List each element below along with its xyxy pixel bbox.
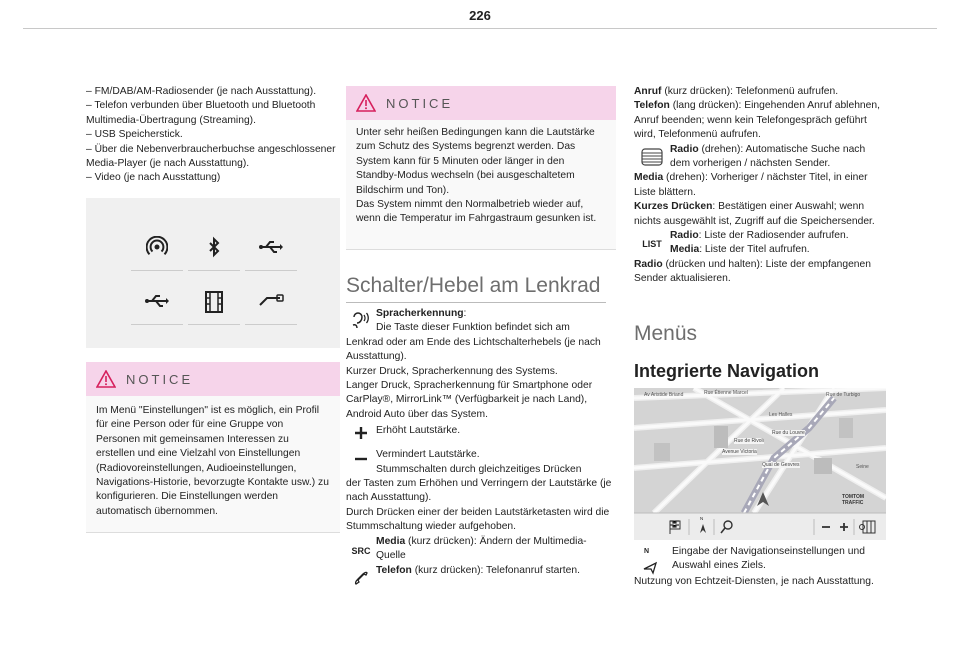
- notice-header: [346, 86, 616, 120]
- telefon-entry: Telefon (lang drücken): Eingehenden Anruf ablehnen, Anruf beenden; wenn kein Telefongespräch geführt wird, Telefonmenü aufrufen.: [634, 100, 880, 141]
- notice-title: NOTICE: [386, 95, 454, 111]
- media-turn-entry: Media (drehen): Vorheriger / nächster Titel, in einer Liste blättern.: [634, 172, 868, 198]
- usb-port-icon: [131, 290, 183, 325]
- navigation-compass-icon: N: [634, 545, 672, 575]
- list-item: – Telefon verbunden über Bluetooth und Bluetooth Multimedia-Übertragung (Streaming).: [86, 100, 316, 126]
- radio-hold-entry: Radio (drücken und halten): Liste der empfangenen Sender aktualisieren.: [634, 258, 871, 285]
- list-item: – FM/DAB/AM-Radiosender (je nach Ausstattung).: [86, 86, 317, 97]
- voice-label: Spracherkennung: [376, 308, 464, 319]
- usb-icon: [245, 236, 297, 271]
- notice-text: Unter sehr heißen Bedingungen kann die Lautstärke zum Schutz des Systems begrenzt werden. Das System kann für 5 Minuten oder länger in den Standby-Modus wechseln (bei ausgeschaltetem Bildschirm und Ton). Das System nimmt den Normalbetrieb wieder auf, wenn die Temperatur im Fahrgastraum gesunken ist.: [356, 127, 597, 225]
- notice-box-temperature: [346, 86, 616, 250]
- map-search-icon: [721, 521, 732, 533]
- volume-down-entry: Vermindert Lautstärke. Stummschalten durch gleichzeitiges Drücken: [346, 448, 616, 477]
- src-icon: SRC: [351, 545, 371, 556]
- short-press-entry: Kurzes Drücken: Bestätigen einer Auswahl; wenn nichts ausgewählt ist, Zugriff auf die Speichersender.: [634, 201, 875, 227]
- steering-controls-continued: [634, 85, 886, 287]
- aux-cable-icon: [245, 290, 297, 325]
- anruf-entry: Anruf (kurz drücken): Telefonmenü aufrufen.: [634, 86, 839, 97]
- bluetooth-icon: [188, 236, 240, 271]
- map-toolbar: N: [634, 516, 886, 538]
- heading-rule: [346, 302, 606, 303]
- warning-icon: [96, 370, 116, 388]
- voice-recognition-icon: [346, 307, 376, 336]
- video-film-icon: [188, 290, 240, 325]
- source-list: [86, 85, 340, 186]
- section-heading-menus: Menüs: [634, 322, 698, 345]
- steering-controls-text: [346, 307, 616, 586]
- destination-flag-icon: [670, 521, 680, 534]
- plus-icon: [346, 424, 376, 448]
- section-heading-steering-controls: Schalter/Hebel am Lenkrad: [346, 274, 601, 297]
- notice-title: NOTICE: [126, 371, 194, 387]
- list-entry: LIST Radio: Liste der Radiosender aufrufen. Media: Liste der Titel aufrufen.: [634, 229, 886, 258]
- notice-text: Im Menü "Einstellungen" ist es möglich, ein Profil für eine Person oder für eine Gruppe von Personen mit gemeinsamen Interessen zu erstellen und eine Vielzahl von Einstellungen (Radiovoreinstellungen, Audioeinstellungen, Navigations-Historie, bevorzugte Kontakte usw.) zu konfigurieren. Die Einstellungen werden automatisch übernommen.: [96, 405, 329, 517]
- phone-entry: Telefon (kurz drücken): Telefonanruf starten.: [346, 564, 616, 586]
- tomtom-traffic-logo: TOMTOM TRAFFIC: [842, 494, 865, 506]
- top-divider: [23, 28, 937, 29]
- navigation-description: N Eingabe der Navigationseinstellungen und Auswahl eines Ziels. Nutzung von Echtzeit-Diensten, je nach Ausstattung.: [634, 546, 874, 587]
- list-item: – USB Speicherstick.: [86, 129, 183, 141]
- list-item: – Video (je nach Ausstattung): [86, 172, 221, 184]
- source-icons-panel: [86, 198, 340, 348]
- notice-box-profiles: [86, 362, 340, 533]
- warning-icon: [356, 94, 376, 112]
- notice-header: [86, 362, 340, 396]
- radio-turn-entry: Radio (drehen): Automatische Suche nach dem vorherigen / nächsten Sender.: [634, 143, 886, 172]
- voice-description: Lenkrad oder am Ende des Lichtschalterhebels (je nach Ausstattung). Kurzer Druck, Spracherkennung des Systems. Langer Druck, Spracherkennung für Smartphone oder CarPlay®, MirrorLink™ (Verfügbarkeit je nach Land), Android Auto über das System.: [346, 336, 601, 420]
- navigation-screen-image: Av Aristide Briand Rue Étienne Marcel Rue de Turbigo Les Halles Rue du Louvre Rue de Rivoli Avenue Victoria Quai de Gesvres Seine TOMTOM TRAFFIC N: [634, 388, 886, 540]
- minus-icon: [346, 448, 376, 477]
- volume-down-description: der Tasten zum Erhöhen und Verringern der Lautstärke (je nach Ausstattung). Durch Drücken einer der beiden Lautstärketasten wird die Stummschaltung wieder aufgehoben.: [346, 478, 612, 533]
- voice-entry: Spracherkennung: Die Taste dieser Funktion befindet sich am: [346, 307, 616, 336]
- volume-up-entry: Erhöht Lautstärke.: [346, 424, 616, 448]
- src-entry: SRC Media (kurz drücken): Ändern der Multimedia-Quelle: [346, 535, 616, 564]
- section-heading-navigation: Integrierte Navigation: [634, 361, 820, 381]
- zoom-in-icon: [840, 523, 848, 531]
- phone-handset-icon: [346, 564, 376, 586]
- nav-settings-icon: [860, 521, 876, 533]
- radio-antenna-icon: [131, 236, 183, 271]
- list-icon: LIST: [642, 239, 662, 250]
- page-number: 226: [469, 8, 491, 23]
- thumbwheel-icon: [634, 143, 670, 172]
- list-item: – Über die Nebenverbraucherbuchse angeschlossener Media-Player (je nach Ausstattung).: [86, 143, 336, 170]
